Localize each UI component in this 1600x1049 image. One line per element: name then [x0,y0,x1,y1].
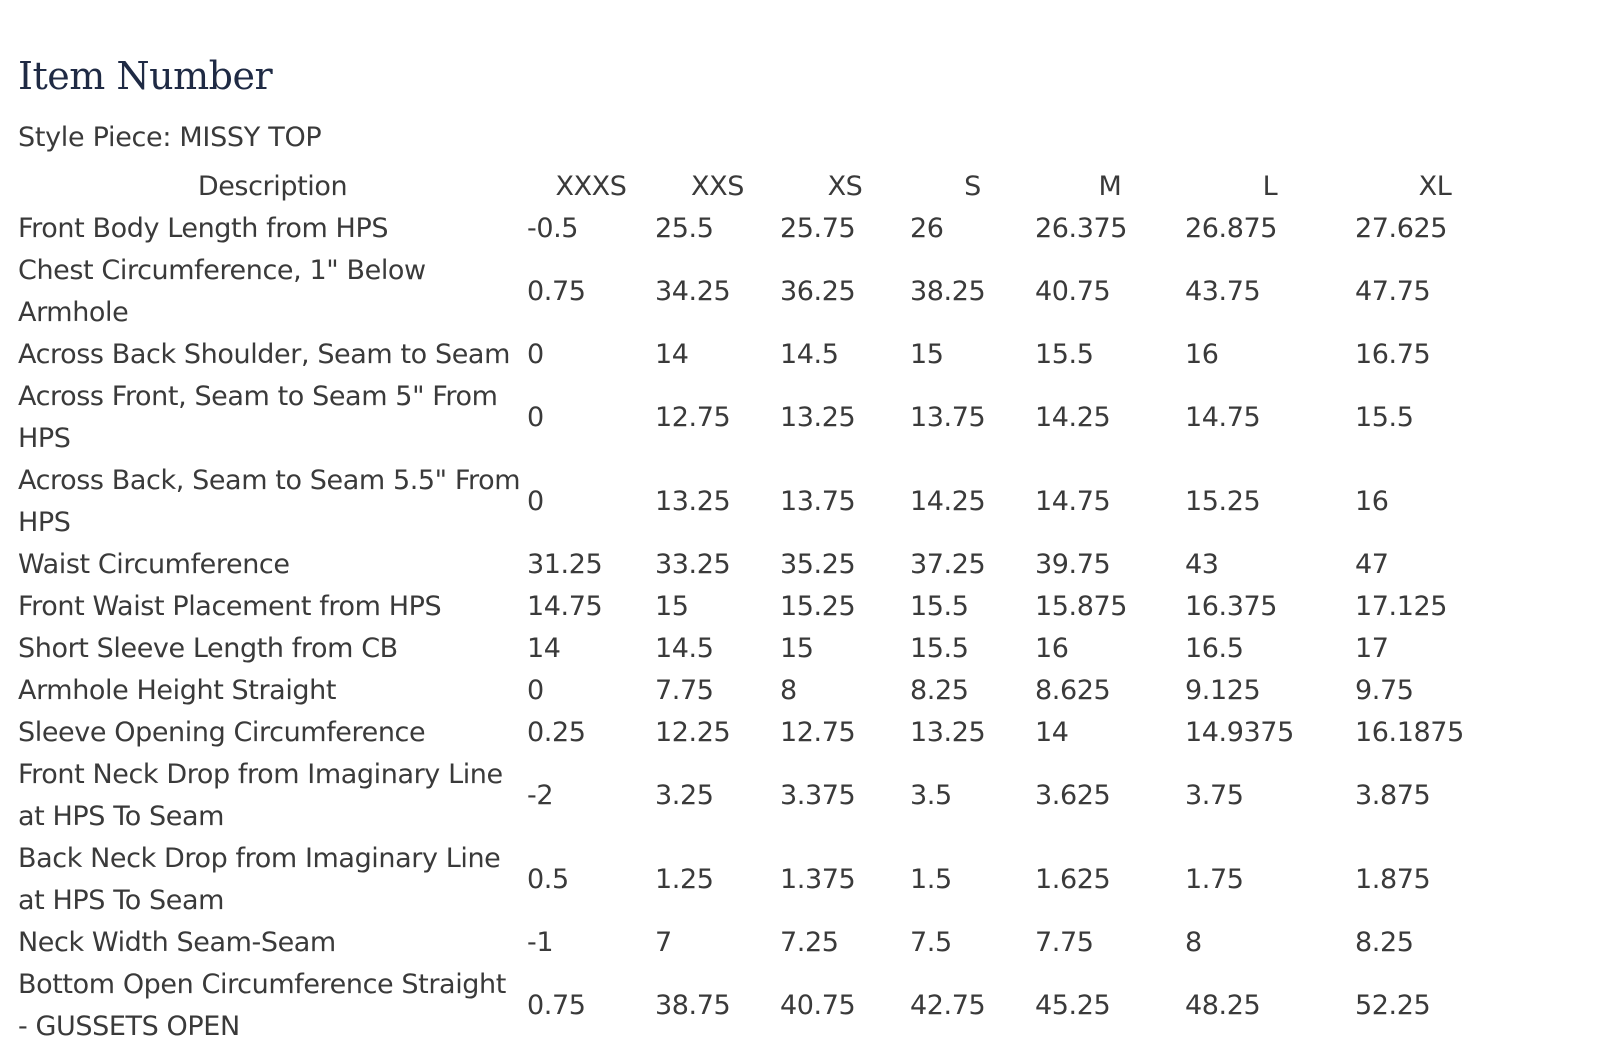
measurement-value: 12.75 [780,717,856,748]
measurement-value: 17 [1355,633,1389,664]
measurement-value: 14.75 [1185,402,1261,433]
measurement-value: 13.25 [910,717,986,748]
measurement-value: 14 [1035,717,1069,748]
measurement-value: 16.5 [1185,633,1244,664]
measurement-value: 15.25 [780,591,856,622]
spec-sheet [18,50,1578,1048]
measurement-value: 12.75 [655,402,731,433]
measurement-description: Bottom Open Circumference Straight - GUSSETS OPEN [18,969,506,1042]
measurement-value: 14.25 [1035,402,1111,433]
measurement-description: Neck Width Seam-Seam [18,927,336,958]
measurement-value: 14.5 [780,339,839,370]
measurement-value: 0 [527,486,544,517]
measurement-value: 43 [1185,549,1219,580]
measurement-value: 12.25 [655,717,731,748]
measurement-value: 0 [527,339,544,370]
measurement-value: 38.75 [655,990,731,1021]
measurement-value: 3.875 [1355,780,1431,811]
measurement-value: 25.75 [780,213,856,244]
measurement-value: -1 [527,927,554,958]
table-row [18,460,1515,544]
measurement-value: 7.5 [910,927,952,958]
column-header-size: XL [1418,171,1452,202]
measurement-value: 3.5 [910,780,952,811]
measurement-value: 15.25 [1185,486,1261,517]
table-row [18,208,1515,250]
measurement-value: 45.25 [1035,990,1111,1021]
measurement-value: 39.75 [1035,549,1111,580]
measurement-description: Across Back, Seam to Seam 5.5" From HPS [18,465,521,538]
measurement-value: 27.625 [1355,213,1448,244]
measurement-value: 15 [655,591,689,622]
table-row [18,712,1515,754]
table-row [18,964,1515,1048]
measurement-value: 1.75 [1185,864,1244,895]
measurement-value: 1.375 [780,864,856,895]
measurement-value: 31.25 [527,549,603,580]
measurement-value: -0.5 [527,213,579,244]
measurement-value: 8 [780,675,797,706]
measurement-value: 0.75 [527,276,586,307]
measurement-value: 47 [1355,549,1389,580]
measurement-value: 3.25 [655,780,714,811]
table-row [18,544,1515,586]
measurement-value: 40.75 [780,990,856,1021]
measurement-description: Waist Circumference [18,549,290,580]
measurement-description: Front Neck Drop from Imaginary Line at HPS To Seam [18,759,503,832]
column-header-size: M [1098,171,1122,202]
measurement-value: 1.625 [1035,864,1111,895]
measurement-value: 14.25 [910,486,986,517]
table-row [18,754,1515,838]
measurement-value: 37.25 [910,549,986,580]
column-header-size: S [964,171,981,202]
column-header-size: L [1262,171,1278,202]
measurement-value: 38.25 [910,276,986,307]
measurement-value: 15 [780,633,814,664]
table-row [18,334,1515,376]
measurement-value: 48.25 [1185,990,1261,1021]
measurement-value: 7.75 [655,675,714,706]
size-spec-table [18,166,1515,1048]
measurement-value: 1.5 [910,864,952,895]
measurement-value: 16 [1355,486,1389,517]
measurement-value: 0.5 [527,864,569,895]
measurement-value: 7 [655,927,672,958]
measurement-value: 8.25 [1355,927,1414,958]
measurement-value: 15.5 [1355,402,1414,433]
measurement-value: 26.875 [1185,213,1278,244]
measurement-description: Chest Circumference, 1" Below Armhole [18,255,426,328]
measurement-value: 34.25 [655,276,731,307]
measurement-value: 40.75 [1035,276,1111,307]
measurement-value: 14.9375 [1185,717,1294,748]
measurement-value: 14 [527,633,561,664]
measurement-description: Front Waist Placement from HPS [18,591,442,622]
measurement-value: 13.25 [655,486,731,517]
column-header-size: XXS [691,171,744,202]
measurement-value: 8 [1185,927,1202,958]
measurement-value: 17.125 [1355,591,1448,622]
table-row [18,376,1515,460]
table-row [18,250,1515,334]
measurement-value: 16 [1035,633,1069,664]
measurement-value: 16.1875 [1355,717,1464,748]
measurement-value: 14 [655,339,689,370]
column-header-description: Description [197,171,348,202]
measurement-value: 3.375 [780,780,856,811]
measurement-value: 33.25 [655,549,731,580]
table-row [18,628,1515,670]
measurement-value: 1.25 [655,864,714,895]
measurement-value: 1.875 [1355,864,1431,895]
measurement-value: 35.25 [780,549,856,580]
measurement-value: 26 [910,213,944,244]
measurement-value: 0 [527,675,544,706]
column-header-size: XS [827,171,863,202]
measurement-value: 3.75 [1185,780,1244,811]
measurement-value: 26.375 [1035,213,1128,244]
measurement-description: Short Sleeve Length from CB [18,633,398,664]
measurement-value: -2 [527,780,554,811]
measurement-description: Sleeve Opening Circumference [18,717,426,748]
measurement-value: 13.25 [780,402,856,433]
measurement-value: 8.25 [910,675,969,706]
table-row [18,838,1515,922]
measurement-value: 7.75 [1035,927,1094,958]
measurement-value: 42.75 [910,990,986,1021]
measurement-value: 36.25 [780,276,856,307]
column-header-size: XXXS [555,171,627,202]
measurement-value: 0.25 [527,717,586,748]
measurement-value: 15 [910,339,944,370]
measurement-value: 14.75 [1035,486,1111,517]
measurement-value: 9.75 [1355,675,1414,706]
measurement-value: 25.5 [655,213,714,244]
measurement-value: 9.125 [1185,675,1261,706]
table-row [18,670,1515,712]
measurement-value: 15.875 [1035,591,1128,622]
measurement-value: 47.75 [1355,276,1431,307]
measurement-value: 14.75 [527,591,603,622]
measurement-description: Back Neck Drop from Imaginary Line at HPS To Seam [18,843,501,916]
table-header-row [18,166,1515,208]
table-row [18,586,1515,628]
measurement-description: Front Body Length from HPS [18,213,389,244]
measurement-value: 13.75 [780,486,856,517]
measurement-description: Armhole Height Straight [18,675,337,706]
measurement-value: 15.5 [910,633,969,664]
measurement-value: 7.25 [780,927,839,958]
measurement-value: 52.25 [1355,990,1431,1021]
measurement-value: 0.75 [527,990,586,1021]
table-row [18,922,1515,964]
measurement-value: 15.5 [910,591,969,622]
measurement-value: 3.625 [1035,780,1111,811]
measurement-value: 14.5 [655,633,714,664]
measurement-value: 16.75 [1355,339,1431,370]
page-title: Item Number [18,54,273,98]
measurement-value: 16.375 [1185,591,1278,622]
style-piece-label: Style Piece: MISSY TOP [18,122,322,153]
measurement-value: 8.625 [1035,675,1111,706]
measurement-description: Across Back Shoulder, Seam to Seam [18,339,510,370]
measurement-value: 43.75 [1185,276,1261,307]
measurement-value: 13.75 [910,402,986,433]
measurement-description: Across Front, Seam to Seam 5" From HPS [18,381,498,454]
measurement-value: 0 [527,402,544,433]
measurement-value: 16 [1185,339,1219,370]
measurement-value: 15.5 [1035,339,1094,370]
